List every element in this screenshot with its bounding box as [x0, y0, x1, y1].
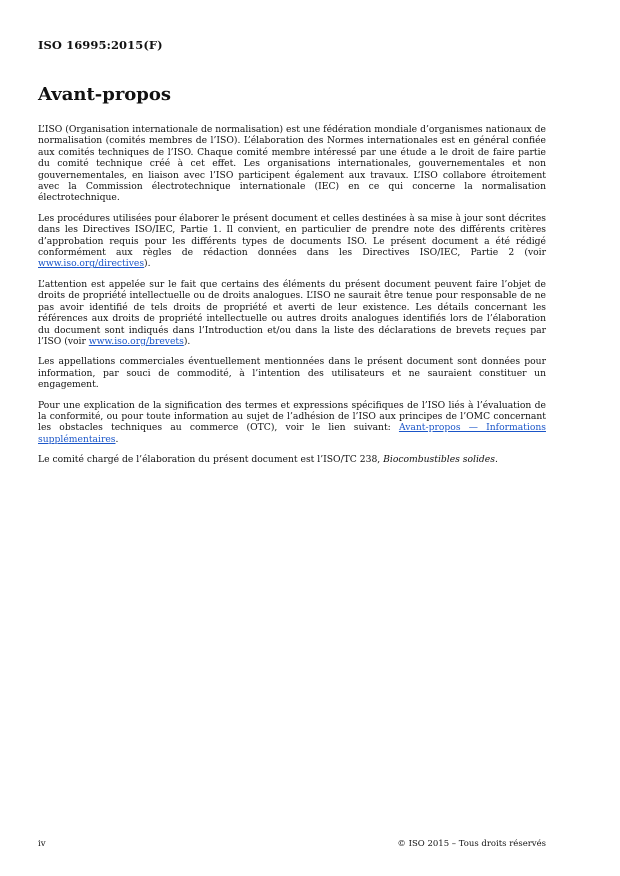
- document-id: ISO 16995:2015(F): [38, 38, 163, 52]
- link-iso-brevets[interactable]: www.iso.org/brevets: [88, 335, 184, 347]
- paragraph-text: ).: [183, 335, 191, 347]
- paragraph-text: L’attention est appelée sur le fait que certains des éléments du présent document peuvent faire l’objet de droits de propriété intellectuelle ou de droits analogues. L’ISO ne saurait être tenue pour responsable de ne pas avoir identifié de tels droits de propriété et averti de leur existence. Les détails concernant les références aux droits de propriété intellectuelle ou autres droits analogues identifiés lors de l’élaboration du document sont indiqués dans l’Introduction et/ou dans la liste des déclarations de brevets reçues par l’ISO (voir: [38, 278, 546, 347]
- committee-title: Biocombustibles solides: [383, 454, 495, 466]
- paragraph-text: Les appellations commerciales éventuellement mentionnées dans le présent document sont données pour information, par souci de commodité, à l’intention des utilisateurs et ne sauraient constituer un engagement.: [38, 356, 546, 391]
- paragraph-text: ).: [144, 258, 151, 270]
- paragraph-text: .: [494, 454, 498, 466]
- paragraph-iso-intro: [38, 124, 546, 204]
- paragraph-patents: [38, 279, 546, 347]
- foreword-body: [38, 124, 546, 475]
- paragraph-conformity: [38, 400, 546, 446]
- paragraph-text: Les procédures utilisées pour élaborer le présent document et celles destinées à sa mise à jour sont décrites dans les Directives ISO/IEC, Partie 1. Il convient, en particulier de prendre note des différents critères d’approbation requis pour les différents types de documents ISO. Le présent document a été rédigé conformément aux règles de rédaction données dans les Directives ISO/IEC, Partie 2 (voir: [38, 212, 546, 259]
- page-number: iv: [38, 839, 46, 849]
- link-foreword-info[interactable]: Avant-propos — Informations supplémentaires: [38, 422, 546, 445]
- link-iso-directives[interactable]: www.iso.org/directives: [38, 258, 145, 270]
- page-title: Avant-propos: [38, 84, 172, 105]
- paragraph-text: Pour une explication de la signification des termes et expressions spécifiques de l’ISO liés à l’évaluation de la conformité, ou pour toute information au sujet de l’adhésion de l’ISO aux principes de l’OMC concernant les obstacles techniques au commerce (OTC), voir le lien suivant:: [38, 399, 546, 434]
- paragraph-text: .: [115, 433, 119, 445]
- paragraph-text: L’ISO (Organisation internationale de normalisation) est une fédération mondiale d’organismes nationaux de normalisation (comités membres de l’ISO). L’élaboration des Normes internationales est en général confiée aux comités techniques de l’ISO. Chaque comité membre intéressé par une étude a le droit de faire partie du comité technique créé à cet effet. Les organisations internationales, gouvernementales et non gouvernementales, en liaison avec l’ISO participent également aux travaux. L’ISO collabore étroitement avec la Commission électrotechnique internationale (IEC) en ce qui concerne la normalisation électrotechnique.: [38, 124, 546, 204]
- paragraph-committee: [38, 454, 546, 465]
- paragraph-trade-names: [38, 356, 546, 390]
- copyright-notice: © ISO 2015 – Tous droits réservés: [397, 839, 546, 849]
- paragraph-text: Le comité chargé de l’élaboration du présent document est l’ISO/TC 238,: [38, 454, 384, 466]
- paragraph-procedures: [38, 213, 546, 270]
